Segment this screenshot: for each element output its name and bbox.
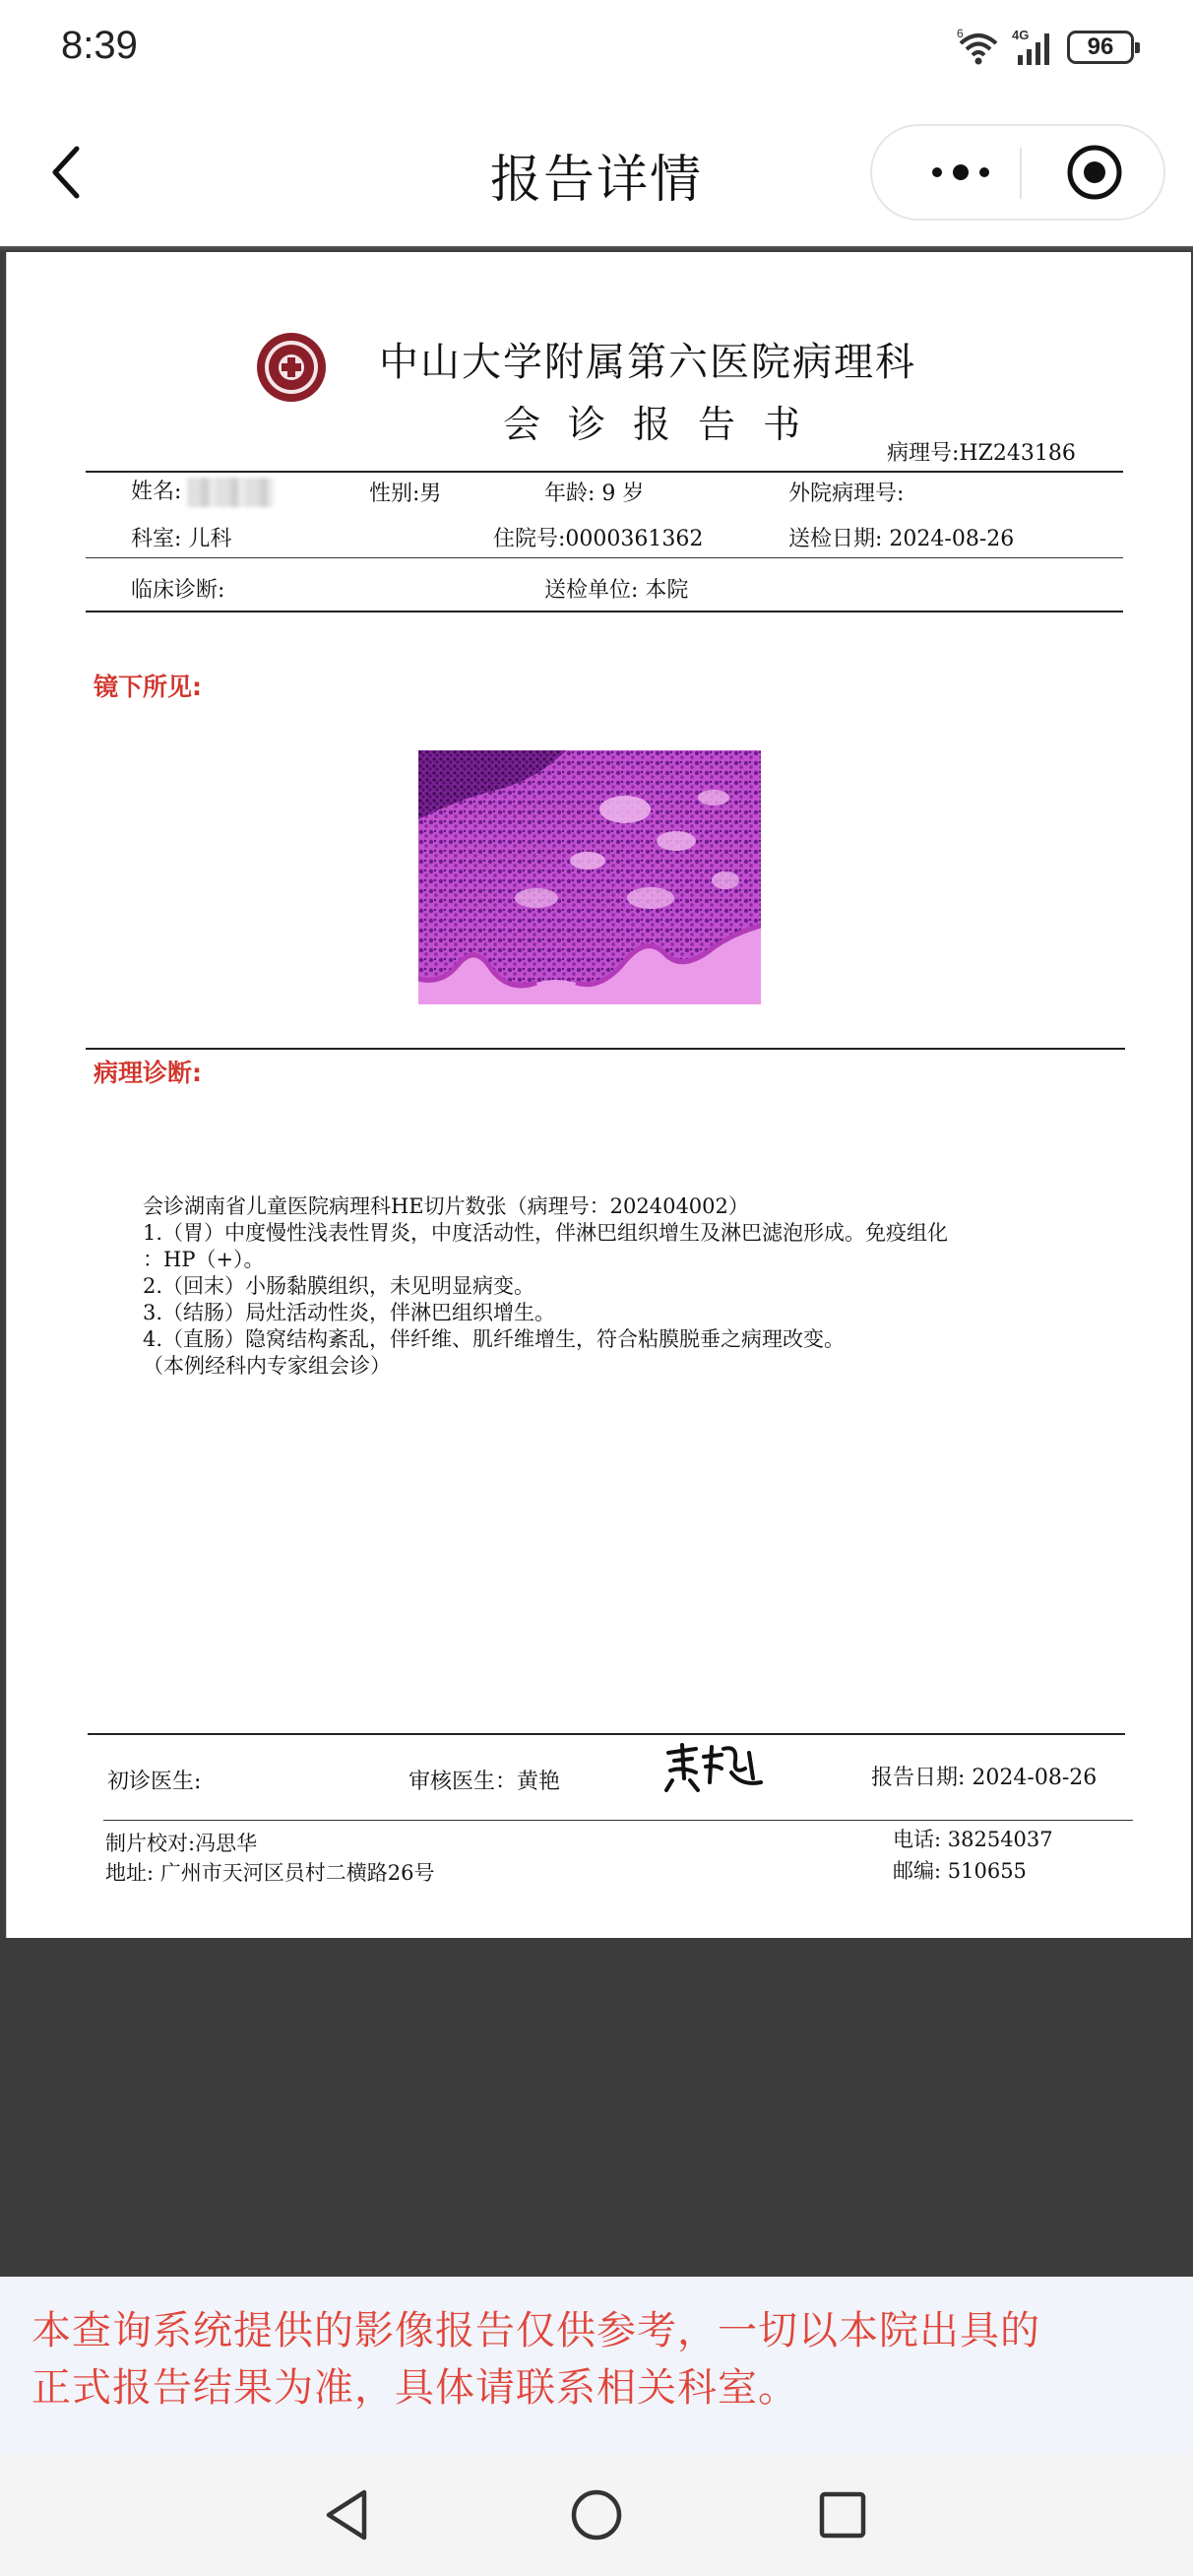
diagnosis-rule (86, 1048, 1125, 1050)
external-pathology-no: 外院病理号: (788, 482, 905, 506)
diagnosis-line: 1.（胃）中度慢性浅表性胃炎，中度活动性，伴淋巴组织增生及淋巴滤泡形成。免疫组化 (143, 1221, 949, 1245)
doctor-signature (662, 1739, 765, 1794)
disclaimer-line-1: 本查询系统提供的影像报告仅供参考，一切以本院出具的 (31, 2308, 1040, 2353)
department: 科室: 儿科 (131, 527, 232, 551)
inpatient-no: 住院号:0000361362 (493, 527, 704, 551)
diagnosis-line: 2.（回末）小肠黏膜组织，未见明显病变。 (143, 1274, 535, 1298)
system-home-button[interactable] (565, 2483, 628, 2546)
patient-name-label: 姓名: (131, 480, 182, 504)
patient-name-redacted (187, 478, 274, 507)
diagnosis-text (143, 1193, 1088, 1380)
hospital-name: 中山大学附属第六医院病理科 (379, 340, 916, 385)
patient-gender: 性别:男 (369, 482, 442, 506)
nav-bar (0, 98, 1193, 246)
disclaimer-line-2: 正式报告结果为准，具体请联系相关科室。 (31, 2365, 798, 2411)
page-title: 报告详情 (489, 151, 703, 210)
header-rule-top (86, 471, 1123, 473)
submit-date: 送检日期: 2024-08-26 (788, 527, 1015, 551)
close-button[interactable] (1045, 140, 1144, 205)
signoff-rule-top (88, 1733, 1125, 1735)
header-rule-mid (86, 557, 1123, 558)
hospital-postcode: 邮编: 510655 (893, 1859, 1027, 1883)
wifi-label: 6 (957, 28, 964, 40)
battery-level: 96 (1087, 33, 1114, 60)
circle-home-icon (569, 2487, 624, 2543)
status-time: 8:39 (61, 24, 138, 67)
system-back-button[interactable] (315, 2483, 378, 2546)
diagnosis-line: 会诊湖南省儿童医院病理科HE切片数张（病理号：202404002） (143, 1194, 749, 1218)
status-bar (0, 0, 1193, 98)
review-doctor: 审核医生：黄艳 (408, 1770, 561, 1794)
patient-age: 年龄: 9 岁 (544, 482, 645, 506)
battery-indicator (1067, 31, 1134, 64)
network-label: 4G (1012, 28, 1030, 42)
wifi-icon (957, 28, 1000, 67)
diagnosis-section-title: 病理诊断: (94, 1059, 202, 1087)
disclaimer-banner (0, 2277, 1193, 2454)
hospital-logo-icon (255, 331, 328, 404)
capsule-divider (1020, 148, 1022, 199)
slide-checker: 制片校对:冯思华 (105, 1832, 258, 1855)
mini-program-capsule (870, 124, 1165, 221)
diagnosis-line: ：HP（+）。 (143, 1248, 265, 1271)
header-rule-bottom (86, 611, 1123, 612)
more-button[interactable] (911, 140, 1010, 205)
diagnosis-line: （本例经科内专家组会诊） (143, 1354, 391, 1378)
hospital-phone: 电话: 38254037 (893, 1828, 1053, 1851)
report-document[interactable] (6, 252, 1191, 1938)
diagnosis-line: 4.（直肠）隐窝结构紊乱，伴纤维、肌纤维增生，符合粘膜脱垂之病理改变。 (143, 1327, 846, 1351)
more-dots-icon (929, 162, 992, 182)
square-recents-icon (817, 2489, 868, 2541)
patient-name (131, 475, 274, 507)
clinical-diagnosis: 临床诊断: (131, 578, 225, 603)
signoff-rule-bottom (103, 1820, 1133, 1821)
report-date: 报告日期: 2024-08-26 (871, 1766, 1098, 1790)
microscopy-image[interactable] (418, 750, 761, 1004)
cell-signal-icon (1010, 28, 1057, 67)
system-recents-button[interactable] (811, 2483, 874, 2546)
report-type-title: 会诊报告书 (503, 403, 829, 446)
hospital-address: 地址: 广州市天河区员村二横路26号 (105, 1861, 435, 1885)
target-close-icon (1065, 143, 1124, 202)
diagnosis-line: 3.（结肠）局灶活动性炎，伴淋巴组织增生。 (143, 1301, 556, 1324)
submit-unit: 送检单位: 本院 (544, 578, 689, 603)
pathology-number: 病理号:HZ243186 (887, 441, 1076, 466)
microscopy-section-title: 镜下所见: (94, 673, 202, 701)
status-icons (957, 26, 1134, 69)
initial-doctor: 初诊医生: (107, 1770, 202, 1794)
system-nav-bar (0, 2454, 1193, 2576)
triangle-back-icon (323, 2488, 370, 2542)
